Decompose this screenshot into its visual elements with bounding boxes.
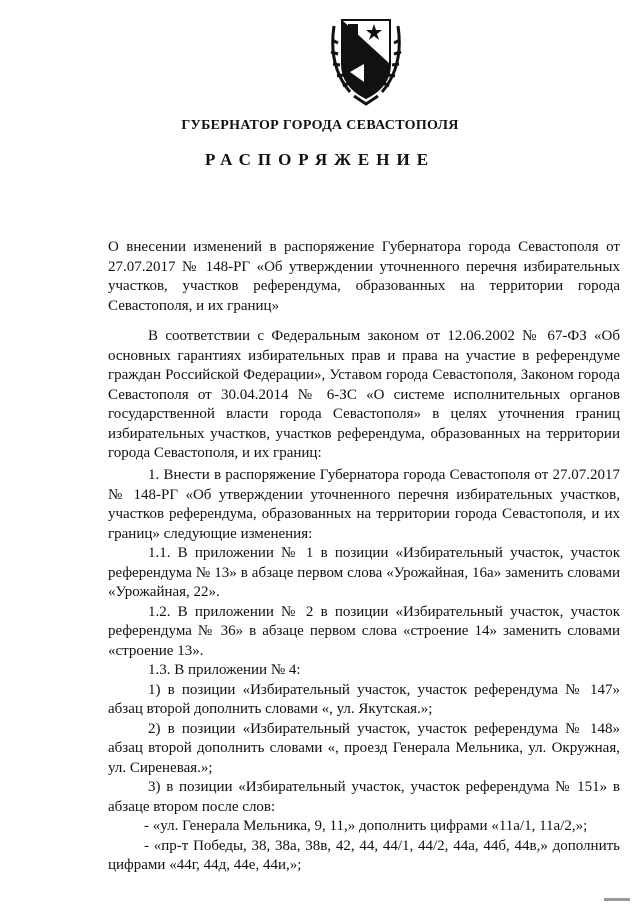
coat-of-arms-icon <box>328 6 404 106</box>
document-type: РАСПОРЯЖЕНИЕ <box>204 150 436 169</box>
subitem-3: 3) в позиции «Избирательный участок, участок референдума № 151» в абзаце втором после слов: <box>108 779 620 815</box>
dash-item-2: - «пр-т Победы, 38, 38а, 38в, 42, 44, 44/1, 44/2, 44а, 44б, 44в,» дополнить цифрами «44г, 44д, 44е, 44и,»; <box>108 837 620 873</box>
subitem-2: 2) в позиции «Избирательный участок, участок референдума № 148» абзац второй дополнить словами «, проезд Генерала Мельника, ул. Окружная, ул. Сиреневая.»; <box>108 720 620 776</box>
subitem-1: 1) в позиции «Избирательный участок, участок референдума № 147» абзац второй дополнить словами «, ул. Якутская.»; <box>108 681 620 717</box>
document-subject: О внесении изменений в распоряжение Губернатора города Севастополя от 27.07.2017 № 148-РГ «Об утверждении уточненного перечня избирательных участков, участков референдума, образованных на территории города Севастополя, и их границ» <box>108 239 620 314</box>
preamble-paragraph: В соответствии с Федеральным законом от 12.06.2002 № 67-ФЗ «Об основных гарантиях избирательных прав и права на участие в референдуме граждан Российской Федерации», Уставом города Севастополя, Законом города Севастополя от 30.04.2014 № 6-ЗС «О системе исполнительных органов государственной власти города Севастополя» в целях уточнения границ избирательных участков, участков референдума, образованных на территории города Севастополя, и их границ: <box>108 328 620 461</box>
item-1-1: 1.1. В приложении № 1 в позиции «Избирательный участок, участок референдума № 13» в абзаце первом слова «Урожайная, 16а» заменить словами «Урожайная, 22». <box>108 545 620 600</box>
item-1: 1. Внести в распоряжение Губернатора города Севастополя от 27.07.2017 № 148-РГ «Об утверждении уточненного перечня избирательных участков, участков референдума, образованных на территории города Севастополя, и их границ» следующие изменения: <box>108 467 620 542</box>
preamble-block <box>108 327 620 464</box>
item-1-2: 1.2. В приложении № 2 в позиции «Избирательный участок, участок референдума № 36» в абзаце первом слова «строение 14» заменить словами «строение 13». <box>108 603 620 659</box>
orders-block <box>108 466 620 876</box>
dash-item-1: - «ул. Генерала Мельника, 9, 11,» дополнить цифрами «11а/1, 11а/2,»; <box>144 818 588 834</box>
scan-mark <box>604 898 630 901</box>
issuer-title: ГУБЕРНАТОР ГОРОДА СЕВАСТОПОЛЯ <box>181 118 459 133</box>
document-subject-block <box>108 238 620 316</box>
item-1-3: 1.3. В приложении № 4: <box>148 662 301 678</box>
